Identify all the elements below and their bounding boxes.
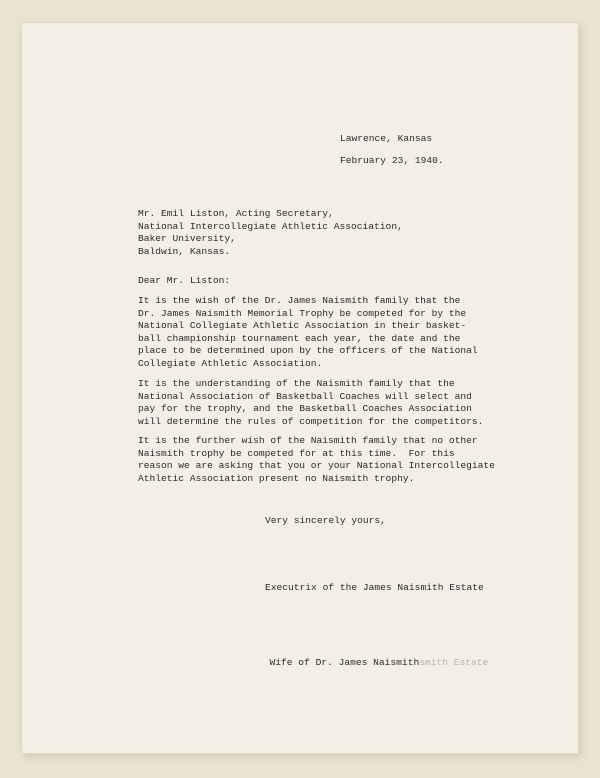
body-line: Dr. James Naismith Memorial Trophy be competed for by the	[138, 307, 467, 319]
body-line: It is the understanding of the Naismith family that the	[138, 378, 455, 389]
body-line: Collegiate Athletic Association.	[138, 357, 323, 369]
body-line: ball championship tournament each year, the date and the	[138, 332, 461, 344]
date-line: February 23, 1940.	[340, 155, 444, 166]
address-line: National Intercollegiate Athletic Association,	[138, 220, 403, 232]
paragraph-3	[138, 435, 495, 485]
body-line: Naismith trophy be competed for at this time. For this	[138, 447, 455, 459]
salutation: Dear Mr. Liston:	[138, 275, 231, 286]
body-line: place to be determined upon by the officers of the National	[138, 345, 478, 357]
body-line: Athletic Association present no Naismith trophy.	[138, 472, 415, 484]
body-line: reason we are asking that you or your National Intercollegiate	[138, 460, 495, 472]
inside-address	[138, 208, 478, 258]
body-line: It is the further wish of the Naismith family that no other	[138, 435, 478, 446]
body-line: It is the wish of the Dr. James Naismith family that the	[138, 295, 461, 306]
body-line: pay for the trophy, and the Basketball Coaches Association	[138, 403, 472, 415]
signature-title-faint-text: smith Estate	[419, 656, 489, 668]
signature-title-executrix: Executrix of the James Naismith Estate	[265, 582, 484, 593]
address-line: Baker University,	[138, 233, 236, 245]
address-line: Baldwin, Kansas.	[138, 245, 231, 257]
address-line: Mr. Emil Liston, Acting Secretary,	[138, 208, 334, 219]
paragraph-2	[138, 378, 484, 428]
signature-title-wife-text: Wife of Dr. James Naismith	[269, 656, 420, 668]
paragraph-1	[138, 295, 478, 371]
body-line: will determine the rules of competition for the competitors.	[138, 415, 484, 427]
signature-title-wife	[258, 644, 488, 669]
body-line: National Association of Basketball Coaches will select and	[138, 390, 472, 402]
place-line: Lawrence, Kansas	[340, 133, 433, 144]
closing: Very sincerely yours,	[265, 515, 386, 526]
body-line: National Collegiate Athletic Association in their basket-	[138, 320, 467, 332]
